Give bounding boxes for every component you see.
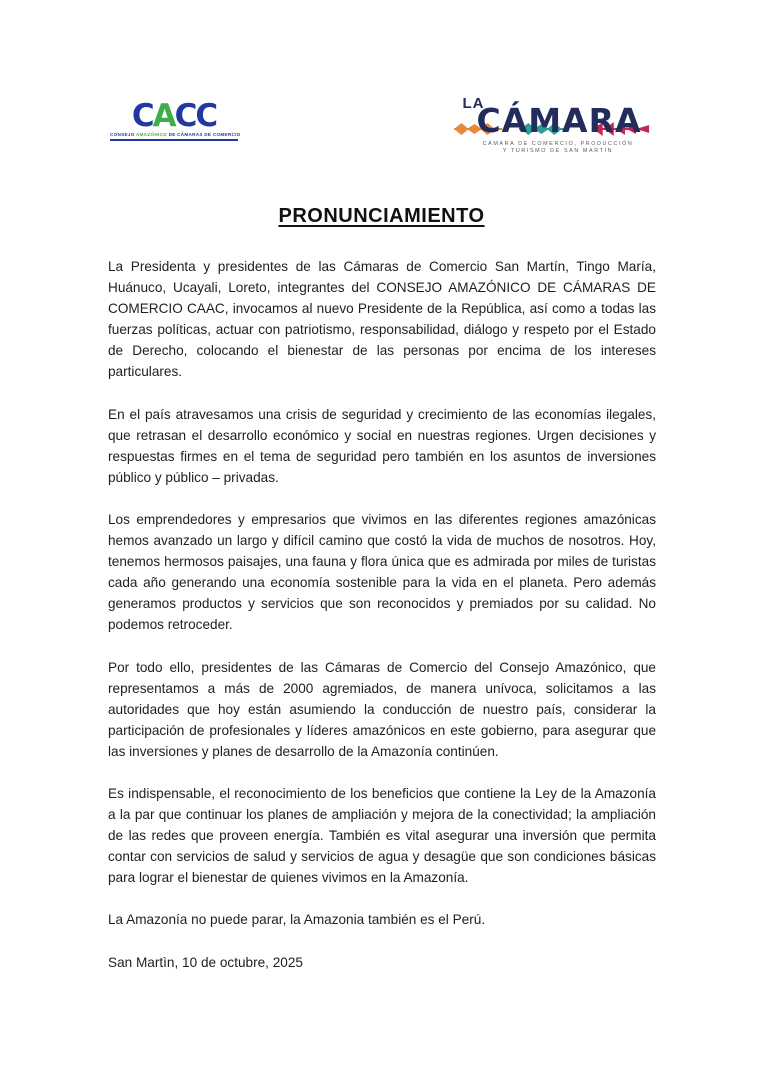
la-camara-prefix: LA: [462, 95, 485, 112]
cacc-tagline-word: AMAZÓNICO: [135, 132, 168, 137]
cacc-logo-tagline: [110, 132, 241, 141]
document-title-text: PRONUNCIAMIENTO: [278, 205, 485, 227]
closing-line: La Amazonía no puede parar, la Amazonia también es el Perú.: [108, 912, 486, 928]
la-camara-logo: [453, 95, 663, 155]
la-camara-subtitle: [453, 141, 663, 155]
cacc-tagline-word: DE CÁMARAS DE COMERCIO: [168, 132, 241, 137]
cacc-letter: C: [131, 98, 153, 134]
cacc-letter: A: [152, 98, 175, 134]
paragraph: Es indispensable, el reconocimiento de los beneficios que contiene la Ley de la Amazonía a la par que continuar los planes de ampliación y mejora de la conectividad; la ampliación de las redes que proveen energía. También es vital asegurar una inversión que permita contar con servicios de salud y servicios de agua y desagüe que son condiciones básicas para lograr el bienestar de quienes vivimos en la Amazonía.: [108, 785, 656, 886]
cacc-logo-wordmark: [110, 98, 238, 134]
la-camara-wordmark: [460, 95, 655, 139]
header-logos: [108, 95, 663, 173]
la-camara-subtitle-line2: Y TURISMO DE SAN MARTÍN: [502, 148, 614, 154]
la-camara-name: CÁMARA: [476, 101, 642, 140]
paragraph: La Presidenta y presidentes de las Cámaras de Comercio San Martín, Tingo María, Huánuco, Ucayali, Loreto, integrantes del CONSEJO AMAZÓNICO DE CÁMARAS DE COMERCIO CAAC, invocamos al nuevo Presidente de la República, así como a todas las fuerzas políticas, actuar con patriotismo, responsabilidad, diálogo y respeto por el Estado de Derecho, colocando el bienestar de las personas por encima de los intereses particulares.: [108, 259, 656, 380]
cacc-logo: [110, 98, 241, 141]
paragraph: Por todo ello, presidentes de las Cámaras de Comercio del Consejo Amazónico, que representamos a más de 2000 agremiados, de manera unívoca, solicitamos a las autoridades que hoy están asumiendo la conducción de nuestro país, considerar la participación de profesionales y líderes amazónicos en este gobierno, para asegurar que las inversiones y planes de desarrollo de la Amazonía continúen.: [108, 659, 656, 759]
paragraph: Los emprendedores y empresarios que vivimos en las diferentes regiones amazónicas hemos avanzado un largo y difícil camino que costó la vida de muchos de nosotros. Hoy, tenemos hermosos paisajes, una fauna y flora única que es admirada por miles de turistas cada año generando una economía sostenible para la vida en el planeta. Pero además generamos productos y servicios que son reconocidos y premiados por su calidad. No podemos retroceder.: [108, 511, 656, 633]
date-line: San Martìn, 10 de octubre, 2025: [108, 954, 303, 970]
document-title: [0, 205, 763, 228]
la-camara-subtitle-line1: CÁMARA DE COMERCIO, PRODUCCIÓN: [482, 141, 634, 147]
paragraph: En el país atravesamos una crisis de seguridad y crecimiento de las economías ilegales, que retrasan el desarrollo económico y social en nuestras regiones. Urgen decisiones y respuestas firmes en el tema de seguridad pero también en los asuntos de inversiones público y público – privadas.: [108, 406, 656, 485]
cacc-letter: C: [195, 98, 217, 134]
document-body: [108, 256, 656, 994]
cacc-tagline-word: CONSEJO: [110, 132, 135, 137]
cacc-letter: C: [174, 98, 196, 134]
